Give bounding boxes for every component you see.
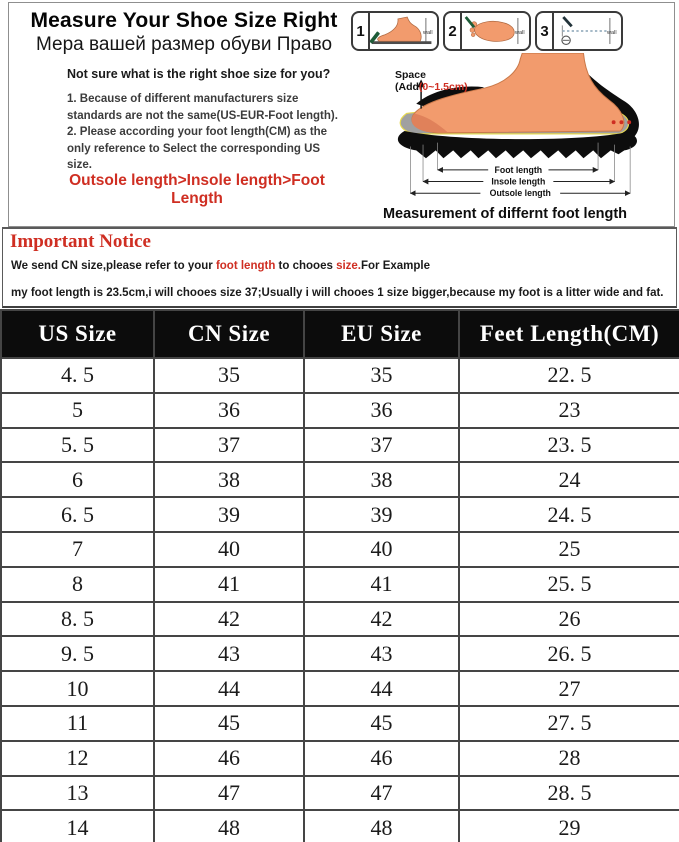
eu-size-cell: 36 [304, 393, 459, 428]
cn-size-cell: 42 [154, 602, 304, 637]
us-size-cell: 9. 5 [1, 636, 154, 671]
notice-heading: Important Notice [10, 231, 151, 252]
eu-size-cell: 44 [304, 671, 459, 706]
foot-length-label: Foot length [494, 164, 543, 175]
ruler-icon [554, 13, 621, 49]
feet-length-cell: 27 [459, 671, 679, 706]
outsole-length-label: Outsole length [489, 188, 551, 199]
eu-size-cell: 47 [304, 776, 459, 811]
space-label: Space (Add(0~1.5cm) [395, 69, 468, 94]
foot-measurement-diagram [389, 53, 671, 207]
eu-size-cell: 42 [304, 602, 459, 637]
table-row [1, 497, 679, 532]
cn-size-cell: 44 [154, 671, 304, 706]
table-row [1, 671, 679, 706]
notice-line-1: We send CN size,please refer to your foot length to chooes size.For Example [11, 260, 431, 272]
cn-size-cell: 35 [154, 358, 304, 393]
us-size-cell: 8 [1, 567, 154, 602]
measure-steps [351, 11, 623, 51]
column-header-feet-length: Feet Length(CM) [459, 310, 679, 358]
feet-length-cell: 24 [459, 462, 679, 497]
column-header-cn-size: CN Size [154, 310, 304, 358]
eu-size-cell: 40 [304, 532, 459, 567]
us-size-cell: 4. 5 [1, 358, 154, 393]
eu-size-cell: 46 [304, 741, 459, 776]
measure-step-3 [535, 11, 623, 51]
us-size-cell: 7 [1, 532, 154, 567]
feet-length-cell: 26. 5 [459, 636, 679, 671]
eu-size-cell: 38 [304, 462, 459, 497]
table-row [1, 567, 679, 602]
feet-length-cell: 24. 5 [459, 497, 679, 532]
feet-length-cell: 26 [459, 602, 679, 637]
length-formula: Outsole length>Insole length>Foot Length [69, 172, 325, 207]
measure-step-1 [351, 11, 439, 51]
instruction-item-1: 1. Because of different manufacturers size standards are not the same(US-EUR-Foot length). [67, 93, 338, 122]
eu-size-cell: 45 [304, 706, 459, 741]
us-size-cell: 6 [1, 462, 154, 497]
foot-side-icon [370, 13, 437, 49]
eu-size-cell: 35 [304, 358, 459, 393]
us-size-cell: 11 [1, 706, 154, 741]
cn-size-cell: 41 [154, 567, 304, 602]
heel-dot [612, 120, 616, 124]
us-size-cell: 10 [1, 671, 154, 706]
cn-size-cell: 47 [154, 776, 304, 811]
cn-size-cell: 40 [154, 532, 304, 567]
us-size-cell: 5 [1, 393, 154, 428]
step-number: 1 [353, 13, 370, 49]
table-row [1, 393, 679, 428]
measure-diagram-column [347, 3, 676, 226]
us-size-cell: 8. 5 [1, 602, 154, 637]
notice-line-2: my foot length is 23.5cm,i will chooes size 37;Usually i will chooes 1 size bigger,because my foot is a litter wide and fat. [11, 287, 664, 299]
heel-dot [627, 120, 631, 124]
insole-length-label: Insole length [491, 176, 546, 187]
table-row [1, 741, 679, 776]
space-add-value: (0~1.5cm) [418, 81, 468, 94]
table-header-row [1, 310, 679, 358]
eu-size-cell: 37 [304, 428, 459, 463]
feet-length-cell: 25. 5 [459, 567, 679, 602]
cn-size-cell: 45 [154, 706, 304, 741]
table-row [1, 532, 679, 567]
column-header-us-size: US Size [1, 310, 154, 358]
outsole-shape [398, 131, 637, 158]
eu-size-cell: 43 [304, 636, 459, 671]
size-conversion-table [0, 309, 679, 842]
us-size-cell: 13 [1, 776, 154, 811]
feet-length-cell: 22. 5 [459, 358, 679, 393]
wall-label: wall [423, 29, 433, 36]
measure-instructions-section [8, 2, 675, 227]
instruction-item-2: 2. Please according your foot length(CM) as the only reference to Select the corresponding US size. [67, 126, 328, 172]
table-row [1, 706, 679, 741]
important-notice-section [2, 227, 677, 308]
feet-length-cell: 29 [459, 810, 679, 842]
cn-size-cell: 46 [154, 741, 304, 776]
column-header-eu-size: EU Size [304, 310, 459, 358]
table-row [1, 358, 679, 393]
cn-size-cell: 37 [154, 428, 304, 463]
cn-size-cell: 48 [154, 810, 304, 842]
eu-size-cell: 48 [304, 810, 459, 842]
measure-title: Measure Your Shoe Size Right [30, 9, 338, 32]
heel-dot [619, 120, 623, 124]
step-number: 2 [445, 13, 462, 49]
feet-length-cell: 25 [459, 532, 679, 567]
table-row [1, 636, 679, 671]
eu-size-cell: 41 [304, 567, 459, 602]
us-size-cell: 6. 5 [1, 497, 154, 532]
step-number: 3 [537, 13, 554, 49]
cn-size-cell: 39 [154, 497, 304, 532]
table-row [1, 776, 679, 811]
table-row [1, 602, 679, 637]
feet-length-cell: 28 [459, 741, 679, 776]
table-row [1, 428, 679, 463]
table-row [1, 462, 679, 497]
sizing-question: Not sure what is the right shoe size for you? [67, 67, 331, 81]
wall-label: wall [607, 29, 617, 36]
eu-size-cell: 39 [304, 497, 459, 532]
diagram-caption: Measurement of differnt foot length [382, 206, 628, 222]
feet-length-cell: 23. 5 [459, 428, 679, 463]
us-size-cell: 12 [1, 741, 154, 776]
wall-label: wall [515, 29, 525, 36]
table-row [1, 810, 679, 842]
cn-size-cell: 36 [154, 393, 304, 428]
us-size-cell: 5. 5 [1, 428, 154, 463]
feet-length-cell: 28. 5 [459, 776, 679, 811]
measure-step-2 [443, 11, 531, 51]
cn-size-cell: 43 [154, 636, 304, 671]
feet-length-cell: 27. 5 [459, 706, 679, 741]
feet-length-cell: 23 [459, 393, 679, 428]
measure-text-column [19, 3, 349, 226]
cn-size-cell: 38 [154, 462, 304, 497]
foot-top-icon [462, 13, 529, 49]
us-size-cell: 14 [1, 810, 154, 842]
measure-subtitle-russian: Мера вашей размер обуви Право [35, 34, 333, 55]
